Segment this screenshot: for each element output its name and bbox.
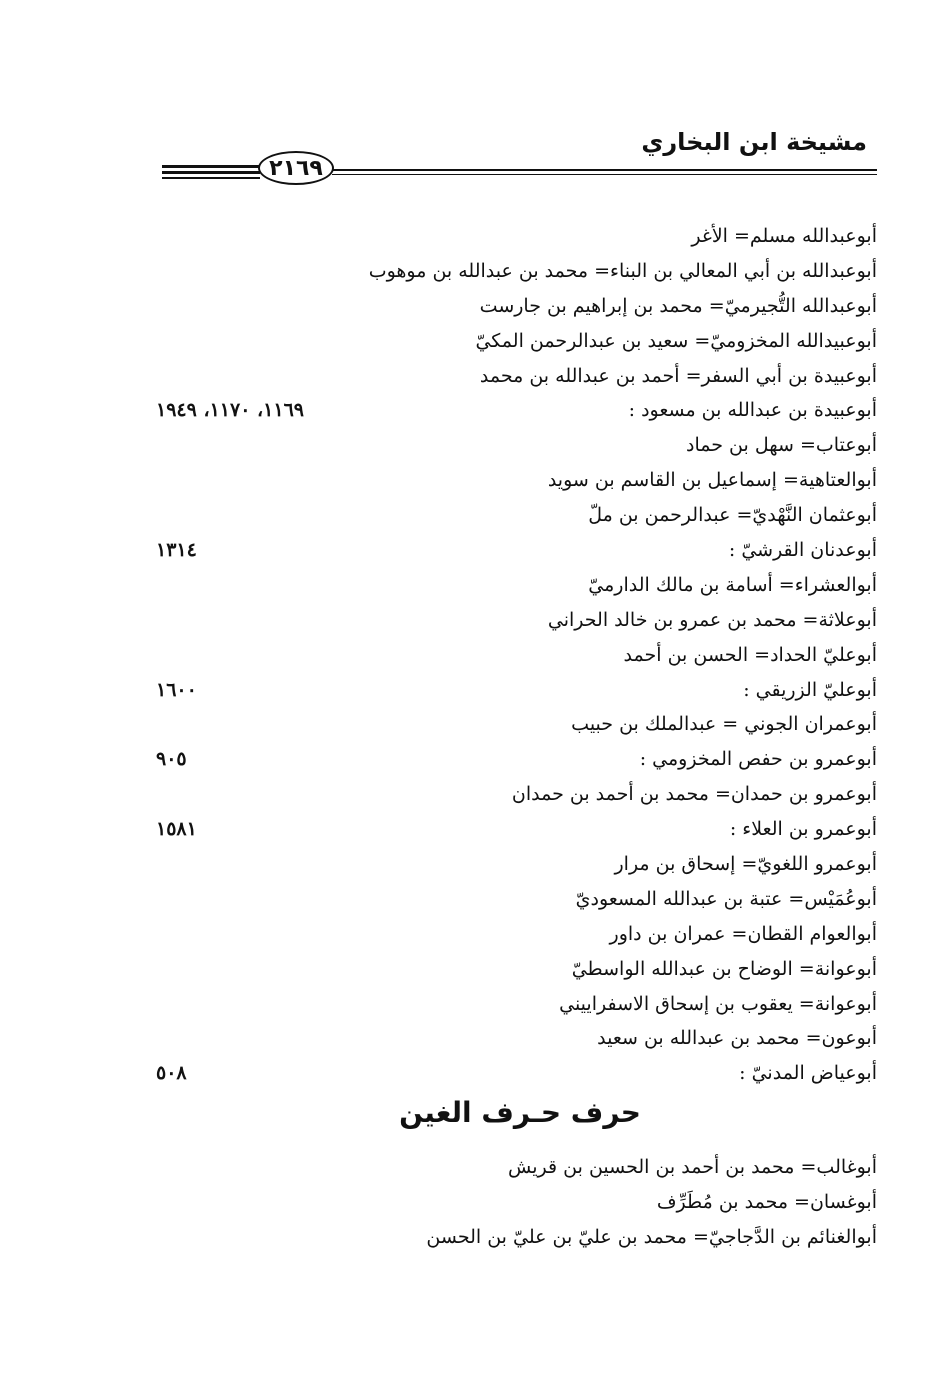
entry-name: أبوعمرو بن حمدان= محمد بن أحمد بن حمدان	[511, 783, 877, 806]
index-entry	[120, 533, 877, 568]
header-rule	[332, 169, 877, 171]
index-entry	[120, 742, 877, 777]
ghain-index-list	[120, 1150, 877, 1255]
entry-name: أبوالعشراء= أسامة بن مالك الدارميّ	[588, 573, 877, 596]
index-entry	[120, 777, 877, 812]
entry-refs: ٩٠٥	[156, 748, 187, 771]
index-entry	[120, 952, 877, 987]
page-number-badge	[258, 151, 334, 185]
entry-name: أبوعمران الجوني = عبدالملك بن حبيب	[571, 713, 877, 736]
index-entry	[120, 917, 877, 952]
entry-name: أبوعبيدة بن أبي السفر= أحمد بن عبدالله بن محمد	[479, 364, 877, 387]
entry-name: أبوعليّ الحداد= الحسن بن أحمد	[623, 643, 877, 666]
entry-name: أبوعلاثة= محمد بن عمرو بن خالد الحراني	[547, 608, 877, 631]
entry-name: أبوعثمان النَّهْديّ= عبدالرحمن بن ملّ	[588, 504, 877, 527]
entry-name: أبوعبدالله مسلم= الأغر	[691, 225, 877, 247]
entry-name: أبوعدنان القرشيّ :	[728, 539, 877, 562]
ornament-rule-top	[162, 165, 260, 168]
index-entry	[120, 289, 877, 324]
index-entry	[120, 882, 877, 917]
index-entry	[120, 987, 877, 1022]
ornament-rule-bottom	[162, 177, 260, 179]
page-number: ٢١٦٩	[269, 155, 323, 181]
entry-name: أبوعمرو بن حفص المخزومي :	[639, 748, 877, 771]
entry-refs: ١٦٠٠	[156, 678, 197, 701]
entry-name: أبوعليّ الزريقي :	[743, 678, 877, 701]
index-entry	[120, 638, 877, 673]
entry-name: أبوعون= محمد بن عبدالله بن سعيد	[597, 1027, 877, 1050]
index-entry	[120, 219, 877, 254]
index-entry	[120, 254, 877, 289]
entry-name: أبوالعتاهية= إسماعيل بن القاسم بن سويد	[547, 469, 877, 492]
entry-name: أبوعوانة= الوضاح بن عبدالله الواسطيّ	[571, 957, 877, 980]
entry-name: أبوعمرو بن العلاء :	[729, 818, 877, 841]
section-heading-ghain: حرف حـرف الغين	[399, 1096, 641, 1129]
index-entry	[120, 1056, 877, 1091]
running-title: مشيخة ابن البخاري	[641, 128, 867, 156]
index-entry	[120, 1150, 877, 1185]
entry-name: أبوغسان= محمد بن مُطَرِّف	[656, 1190, 877, 1213]
index-entry	[120, 498, 877, 533]
index-entry	[120, 428, 877, 463]
index-entry	[120, 1220, 877, 1255]
entry-name: أبوغالب= محمد بن أحمد بن الحسين بن قريش	[508, 1156, 877, 1178]
entry-name: أبوعوانة= يعقوب بن إسحاق الاسفراييني	[559, 992, 877, 1015]
index-entry	[120, 812, 877, 847]
index-entry	[120, 1185, 877, 1220]
entry-name: أبوعتاب= سهل بن حماد	[686, 434, 877, 457]
index-entry	[120, 603, 877, 638]
entry-refs: ١١٦٩، ١١٧٠، ١٩٤٩	[156, 399, 304, 422]
entry-name: أبوعبيدة بن عبدالله بن مسعود :	[628, 399, 877, 422]
index-entry	[120, 393, 877, 428]
entry-name: أبوعُمَيْس= عتبة بن عبدالله المسعوديّ	[575, 887, 877, 910]
index-entry	[120, 847, 877, 882]
index-entry	[120, 324, 877, 359]
index-entry	[120, 1021, 877, 1056]
entry-name: أبوعبدالله التُّجيرميّ= محمد بن إبراهيم بن جارست	[479, 294, 877, 317]
header-rule-secondary	[332, 174, 877, 175]
entry-refs: ١٥٨١	[156, 818, 197, 841]
ornament-rule-middle	[162, 171, 260, 174]
entry-name: أبوالغنائم بن الدَّجاجيّ= محمد بن عليّ بن عليّ بن الحسن	[426, 1225, 877, 1248]
index-entry	[120, 707, 877, 742]
index-entry	[120, 568, 877, 603]
index-entry	[120, 359, 877, 394]
index-entry	[120, 463, 877, 498]
index-entry	[120, 673, 877, 708]
entry-name: أبوعبيدالله المخزوميّ= سعيد بن عبدالرحمن المكيّ	[475, 329, 877, 352]
entry-name: أبوعبدالله بن أبي المعالي بن البناء= محمد بن عبدالله بن موهوب	[368, 259, 877, 282]
kunya-index-list	[120, 219, 877, 1091]
entry-refs: ١٣١٤	[156, 539, 197, 562]
entry-refs: ٥٠٨	[156, 1062, 187, 1085]
entry-name: أبوالعوام القطان= عمران بن داور	[609, 922, 877, 945]
entry-name: أبوعياض المدنيّ :	[739, 1062, 877, 1085]
entry-name: أبوعمرو اللغويّ= إسحاق بن مرار	[614, 853, 877, 876]
